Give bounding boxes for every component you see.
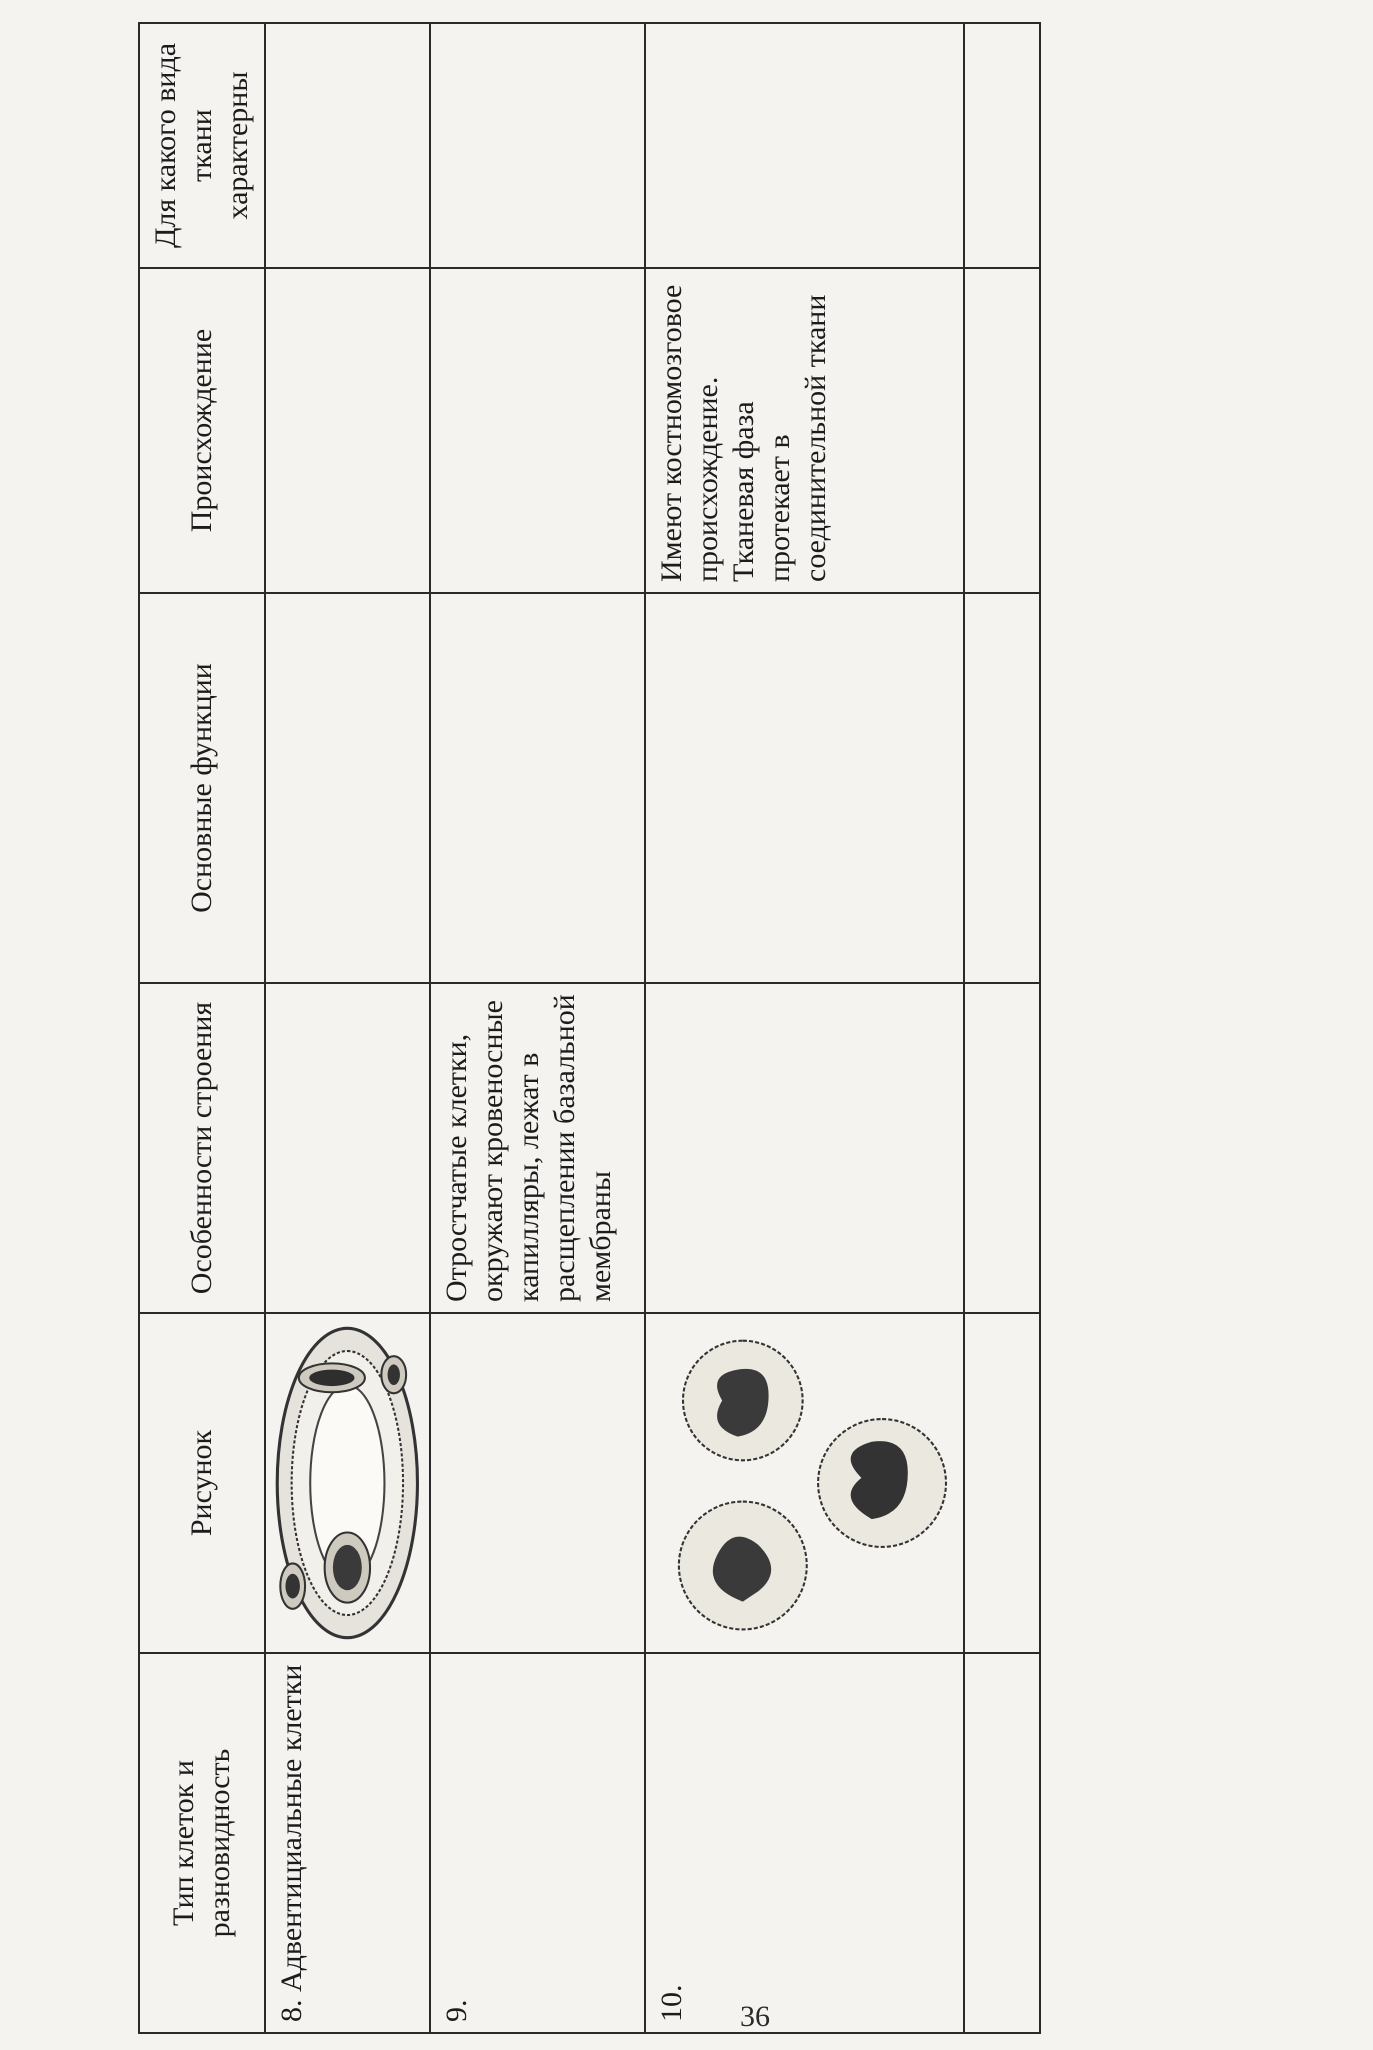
cell-type: 9. — [430, 1653, 645, 2033]
table-row — [645, 23, 964, 2033]
cell-tissue — [430, 23, 645, 268]
cell-picture — [645, 1313, 964, 1653]
cell-structure — [645, 983, 964, 1313]
cell-origin — [265, 268, 430, 593]
cell-origin — [430, 268, 645, 593]
cell-types-table — [138, 22, 1041, 2034]
granulocyte-1 — [679, 1502, 807, 1630]
table-header-row — [139, 23, 265, 2033]
cell-structure: Отростчатые клетки, окружают кровеносные капилляры, лежат в расщеплении базальной мембраны — [430, 983, 645, 1313]
rotated-worksheet — [138, 24, 1033, 2034]
header-cell: Основные функции — [139, 593, 265, 983]
cell-functions — [265, 593, 430, 983]
cell-origin: Имеют костномозговое происхождение. Тканевая фаза протекает в соединительной ткани — [645, 268, 964, 593]
cell-tissue — [265, 23, 430, 268]
granulocyte-2 — [683, 1341, 803, 1461]
table-row — [430, 23, 645, 2033]
cell-type: 8. Адвентициальные клетки — [265, 1653, 430, 2033]
header-cell: Особенности строения — [139, 983, 265, 1313]
header-cell: Для какого вида ткани характерны — [139, 23, 265, 268]
cell-tissue — [645, 23, 964, 268]
header-cell: Происхождение — [139, 268, 265, 593]
cell-functions — [645, 593, 964, 983]
cell-type: 10. — [645, 1653, 964, 2033]
header-cell: Рисунок — [139, 1313, 265, 1653]
page-number: 36 — [740, 2000, 770, 2033]
cell-picture — [430, 1313, 645, 1653]
granulocytes-illustration — [650, 1318, 959, 1648]
header-cell: Тип клеток и разновидность — [139, 1653, 265, 2033]
capillary-cells-illustration — [270, 1318, 425, 1648]
cell-structure — [265, 983, 430, 1313]
cell-picture — [265, 1313, 430, 1653]
table-row-empty — [964, 23, 1040, 2033]
cell-functions — [430, 593, 645, 983]
granulocyte-3 — [818, 1419, 946, 1547]
table-row — [265, 23, 430, 2033]
